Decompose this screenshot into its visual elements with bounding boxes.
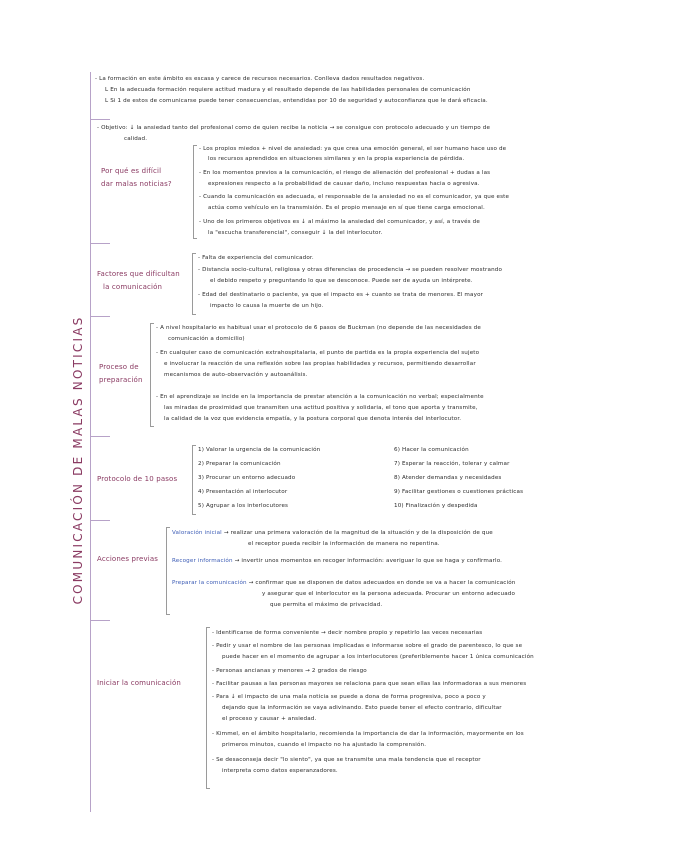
pasos-col1-3: 3) Procurar un entorno adecuado	[198, 475, 296, 481]
accion-1	[172, 530, 493, 537]
iniciar-line-6: - Para ↓ el impacto de una mala noticia se puede a dona de forma progresiva, poco a poco y	[212, 694, 486, 700]
bracket-iniciar	[206, 627, 210, 789]
accion-1-key: Valoración inicial	[172, 530, 222, 536]
rule-3	[90, 316, 110, 317]
rule-4	[90, 436, 110, 437]
bracket-acciones	[166, 527, 170, 615]
dificil-line-2: los recursos aprendidos en situaciones similares y en la propia experiencia de pérdida.	[208, 156, 465, 162]
objetivo-line-2: calidad.	[124, 136, 148, 142]
iniciar-label: Iniciar la comunicación	[97, 679, 181, 687]
dificil-line-1: - Los propios miedos + nivel de ansiedad: ya que crea una emoción general, el ser humano hace uso de	[199, 146, 507, 152]
accion-1-cont-1: el receptor pueda recibir la información de manera no repentina.	[248, 541, 440, 547]
pasos-col1-4: 4) Presentación al interlocutor	[198, 489, 288, 495]
intro-line-3: L Si 1 de estos de comunicarse puede tener consecuencias, entendidas por 10 de seguridad y autoconfianza que le dará eficacia.	[105, 98, 488, 104]
iniciar-line-7: dejando que la información se vaya adivinando. Esto puede tener el efecto contrario, dificultar	[222, 705, 502, 711]
pasos-col1-5: 5) Agrupar a los interlocutores	[198, 503, 289, 509]
objetivo-line-1: - Objetivo: ↓ la ansiedad tanto del profesional como de quien recibe la noticia → se consigue con protocolo adecuado y un tiempo de	[97, 125, 491, 131]
proceso-line-2: comunicación a domicilio)	[168, 336, 245, 342]
iniciar-line-4: - Personas ancianas y menores → 2 grados de riesgo	[212, 668, 367, 674]
dificil-line-6: actúa como vehículo en la transmisión. Es el propio mensaje en sí que tiene carga emocional.	[208, 205, 485, 211]
accion-2-text: → invertir unos momentos en recoger información: averiguar lo que se haga y confirmarlo.	[234, 558, 503, 564]
dificil-line-7: - Uno de los primeros objetivos es ↓ al máximo la ansiedad del comunicador, y así, a través de	[199, 219, 480, 225]
dificil-line-5: - Cuando la comunicación es adecuada, el responsable de la ansiedad no es el comunicador, ya que este	[199, 194, 510, 200]
bracket-factores	[192, 253, 196, 315]
accion-2-key: Recoger información	[172, 558, 233, 564]
rule-1	[90, 119, 110, 120]
dificil-line-4: expresiones respecto a la probabilidad de causar daño, incluso respuestas hacia o agresiva.	[208, 181, 480, 187]
dificil-label-2: dar malas noticias?	[101, 180, 172, 188]
accion-3	[172, 580, 515, 587]
pasos-col1-1: 1) Valorar la urgencia de la comunicación	[198, 447, 321, 453]
factores-line-3: el debido respeto y preguntando lo que se desconoce. Puede ser de ayuda un intérprete.	[210, 278, 473, 284]
proceso-label-2: preparación	[99, 376, 143, 384]
factores-label-1: Factores que dificultan	[97, 270, 180, 278]
bracket-dificil	[193, 145, 197, 239]
sidebar-title-text: COMUNICACIÓN DE MALAS NOTICIAS	[71, 315, 85, 605]
proceso-label-1: Proceso de	[99, 363, 139, 371]
iniciar-line-8: el proceso y causar + ansiedad.	[222, 716, 317, 722]
factores-label-2: la comunicación	[103, 283, 163, 291]
accion-3-cont-1: y asegurar que el interlocutor es la persona adecuada. Procurar un entorno adecuado	[262, 591, 516, 597]
accion-3-cont-2: que permita el máximo de privacidad.	[270, 602, 383, 608]
factores-line-1: - Falta de experiencia del comunicador.	[198, 255, 314, 261]
accion-2	[172, 558, 502, 565]
pasos-col2-3: 8) Atender demandas y necesidades	[394, 475, 502, 481]
proceso-line-4: e involucrar la reacción de una reflexión sobre las propias habilidades y recursos, permitiendo desarrollar	[164, 361, 476, 367]
factores-line-2: - Distancia socio-cultural, religiosa y otras diferencias de procedencia → se pueden resolver mostrando	[198, 267, 503, 273]
bracket-proceso	[150, 323, 154, 427]
accion-3-key: Preparar la comunicación	[172, 580, 247, 586]
pasos-col2-2: 7) Esperar la reacción, tolerar y calmar	[394, 461, 510, 467]
left-rule	[90, 72, 91, 812]
pasos-col1-2: 2) Preparar la comunicación	[198, 461, 281, 467]
proceso-line-3: - En cualquier caso de comunicación extrahospitalaria, el punto de partida es la propia experiencia del sujeto	[156, 350, 480, 356]
dificil-line-8: la "escucha transferencial", conseguir ↓ la del interlocutor.	[208, 230, 383, 236]
bracket-pasos	[192, 445, 196, 515]
factores-line-5: impacto lo causa la muerte de un hijo.	[210, 303, 324, 309]
pasos-col2-1: 6) Hacer la comunicación	[394, 447, 469, 453]
sidebar-title	[64, 300, 92, 620]
intro-line-1: - La formación en este ámbito es escasa y carece de recursos necesarios. Conlleva dados resultados negativos.	[95, 76, 425, 82]
dificil-line-3: - En los momentos previos a la comunicación, el riesgo de alienación del profesional + dudas a las	[199, 170, 491, 176]
rule-6	[90, 620, 110, 621]
pasos-label: Protocolo de 10 pasos	[97, 475, 178, 483]
proceso-line-8: la calidad de la voz que evidencia empatía, y la postura corporal que denota interés del interlocutor.	[164, 416, 462, 422]
iniciar-line-5: - Facilitar pausas a las personas mayores se relaciona para que sean ellas las informadoras a sus menores	[212, 681, 527, 687]
iniciar-line-2: - Pedir y usar el nombre de las personas implicadas e informarse sobre el grado de parentesco, lo que se	[212, 643, 523, 649]
factores-line-4: - Edad del destinatario o paciente, ya que el impacto es + cuanto se trata de menores. El mayor	[198, 292, 484, 298]
pasos-col2-5: 10) Finalización y despedida	[394, 503, 478, 509]
pasos-col2-4: 9) Facilitar gestiones o cuestiones prácticas	[394, 489, 524, 495]
iniciar-line-11: - Se desaconseja decir "lo siento", ya que se transmite una mala tendencia que el receptor	[212, 757, 481, 763]
rule-2	[90, 243, 110, 244]
accion-3-text: → confirmar que se disponen de datos adecuados en donde se va a hacer la comunicación	[248, 580, 516, 586]
acciones-label: Acciones previas	[97, 555, 159, 563]
rule-5	[90, 520, 110, 521]
iniciar-line-12: interpreta como datos esperanzadores.	[222, 768, 338, 774]
proceso-line-6: - En el aprendizaje se incide en la importancia de prestar atención a la comunicación no verbal; especialmente	[156, 394, 484, 400]
proceso-line-5: mecanismos de auto-observación y autoanálisis.	[164, 372, 308, 378]
iniciar-line-3: puede hacer en el momento de agrupar a los interlocutores (preferiblemente hacer 1 única comunicación	[222, 654, 534, 660]
iniciar-line-1: - Identificarse de forma conveniente → decir nombre propio y repetirlo las veces necesarias	[212, 630, 483, 636]
iniciar-line-10: primeros minutos, cuando el impacto no ha ajustado la comprensión.	[222, 742, 427, 748]
intro-line-2: L En la adecuada formación requiere actitud madura y el resultado depende de las habilidades personales de comunicación	[105, 87, 471, 93]
proceso-line-1: - A nivel hospitalario es habitual usar el protocolo de 6 pasos de Buckman (no depende de las necesidades de	[156, 325, 481, 331]
proceso-line-7: las miradas de proximidad que transmiten una actitud positiva y solidaria, el tono que aporta y transmite,	[164, 405, 478, 411]
iniciar-line-9: - Kimmel, en el ámbito hospitalario, recomienda la importancia de dar la información, mayormente en los	[212, 731, 524, 737]
dificil-label-1: Por qué es difícil	[101, 167, 162, 175]
accion-1-text: → realizar una primera valoración de la magnitud de la situación y de la disposición de que	[223, 530, 493, 536]
